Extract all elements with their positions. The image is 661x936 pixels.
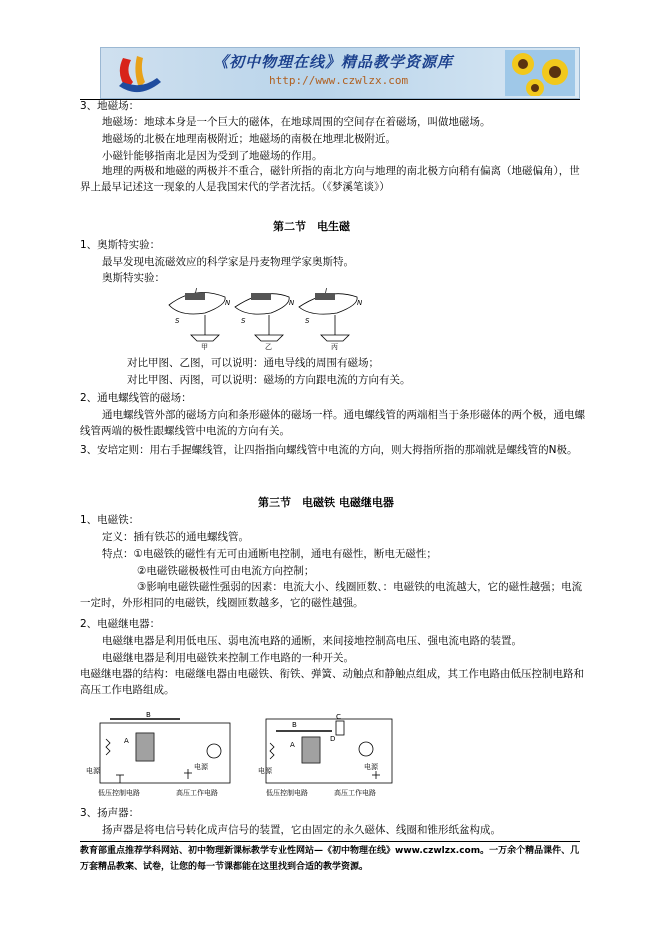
geo-p2: 地磁场的北极在地理南极附近；地磁场的南极在地理北极附近。 [102, 133, 396, 145]
diag-right-high: 高压工作电路 [334, 789, 376, 797]
sec3-relay3: 电磁继电器的结构：电磁继电器由电磁铁、衔铁、弹簧、动触点和静触点组成，其工作电路由低压控制电路和高压工作电路组成。 [80, 668, 584, 696]
section3-title: 第三节 电磁铁 电磁继电器 [258, 496, 394, 509]
sec3-feature2: ②电磁铁磁极极性可由电流方向控制； [137, 565, 315, 577]
footer-text: 教育部重点推荐学科网站、初中物理新课标教学专业性网站—《初中物理在线》www.czwlzx.com。一万余个精品课件、几万套精品教案、试卷，让您的每一节课都能在这里找到合适的教学资源。 [80, 846, 580, 872]
banner-title: 《初中物理在线》精品教学资源库 [213, 53, 454, 71]
fig-i-3: I [325, 287, 328, 295]
diag-right-c: C [336, 713, 341, 721]
fig-label-jia: 甲 [201, 343, 208, 351]
geo-p4: 地理的两极和地磁的两极并不重合，磁针所指的南北方向与地理的南北极方向稍有偏离（地磁偏角），世界上最早记述这一现象的人是我国宋代的学者沈括。（《梦溪笔谈》） [80, 165, 580, 193]
fig-s-3: S [305, 317, 310, 325]
diag-right-d: D [330, 735, 336, 743]
geo-p1: 地磁场：地球本身是一个巨大的磁体，在地球周围的空间存在着磁场，叫做地磁场。 [102, 116, 491, 128]
diag-right-power1: 电源 [258, 767, 272, 775]
fig-n-3: N [357, 299, 363, 307]
geo-p3: 小磁针能够指南北是因为受到了地磁场的作用。 [102, 150, 323, 162]
diag-left-low: 低压控制电路 [98, 789, 140, 797]
diag-right-b: B [292, 721, 297, 729]
sec3-speaker: 扬声器是将电信号转化成声信号的装置，它由固定的永久磁体、线圈和锥形纸盆构成。 [102, 824, 501, 836]
fig-s-2: S [241, 317, 246, 325]
section2-title: 第二节 电生磁 [273, 220, 350, 233]
oersted-experiment-figure [165, 283, 365, 351]
sec2-p3: 通电螺线管外部的磁场方向和条形磁体的磁场一样。通电螺线管的两端相当于条形磁体的两个极，通电螺线管两端的极性跟螺线管中电流的方向有关。 [80, 409, 585, 437]
fig-n-2: N [289, 299, 295, 307]
sec3-feature1: 特点：①电磁铁的磁性有无可由通断电控制，通电有磁性，断电无磁性； [102, 548, 437, 560]
diag-right-low: 低压控制电路 [266, 789, 308, 797]
diag-left-high: 高压工作电路 [176, 789, 218, 797]
diag-left-power1: 电源 [86, 767, 100, 775]
sec3-feature3: ③影响电磁铁磁性强弱的因素：电流大小、线圈匝数、：电磁铁的电流越大，它的磁性越强；电流一定时，外形相同的电磁铁，线圈匝数越多，它的磁性越强。 [80, 581, 583, 609]
fig-label-bing: 丙 [331, 343, 338, 351]
fig-label-yi: 乙 [265, 343, 272, 351]
fig-i-1: I [195, 287, 198, 295]
sec2-p4: 3、安培定则：用右手握螺线管，让四指指向螺线管中电流的方向，则大拇指所指的那端就是螺线管的N极。 [80, 444, 578, 456]
header-rule [80, 99, 580, 100]
site-logo-icon [113, 52, 165, 96]
banner-url[interactable]: http://www.czwlzx.com [269, 74, 409, 87]
sec3-relay1: 电磁继电器是利用低电压、弱电流电路的通断，来间接地控制高电压、强电流电路的装置。 [102, 635, 522, 647]
sec2-item2: 2、通电螺线管的磁场： [80, 392, 192, 404]
diag-left-a: A [124, 737, 129, 745]
sec3-item2: 2、电磁继电器： [80, 618, 161, 630]
sec2-compare1: 对比甲图、乙图，可以说明：通电导线的周围有磁场； [127, 357, 379, 369]
diag-right-power2: 电源 [364, 763, 378, 771]
header-banner [100, 47, 580, 99]
geo-heading: 3、地磁场： [80, 100, 140, 112]
diag-right-a: A [290, 741, 295, 749]
sec3-def: 定义：插有铁芯的通电螺线管。 [102, 531, 249, 543]
fig-s-1: S [175, 317, 180, 325]
sec2-p1: 最早发现电流磁效应的科学家是丹麦物理学家奥斯特。 [102, 256, 354, 268]
sunflower-decoration-icon [505, 50, 575, 96]
relay-circuit-diagram [80, 709, 400, 799]
diag-left-b: B [146, 711, 151, 719]
sec3-item3: 3、扬声器： [80, 807, 140, 819]
sec2-item1: 1、奥斯特实验： [80, 239, 161, 251]
sec3-relay2: 电磁继电器是利用电磁铁来控制工作电路的一种开关。 [102, 652, 354, 664]
sec3-item1: 1、电磁铁： [80, 514, 140, 526]
diag-left-power2: 电源 [194, 763, 208, 771]
fig-n-1: N [225, 299, 231, 307]
sec2-p2: 奥斯特实验： [102, 272, 165, 284]
footer-rule [80, 841, 580, 842]
sec2-compare2: 对比甲图、丙图，可以说明：磁场的方向跟电流的方向有关。 [127, 374, 411, 386]
